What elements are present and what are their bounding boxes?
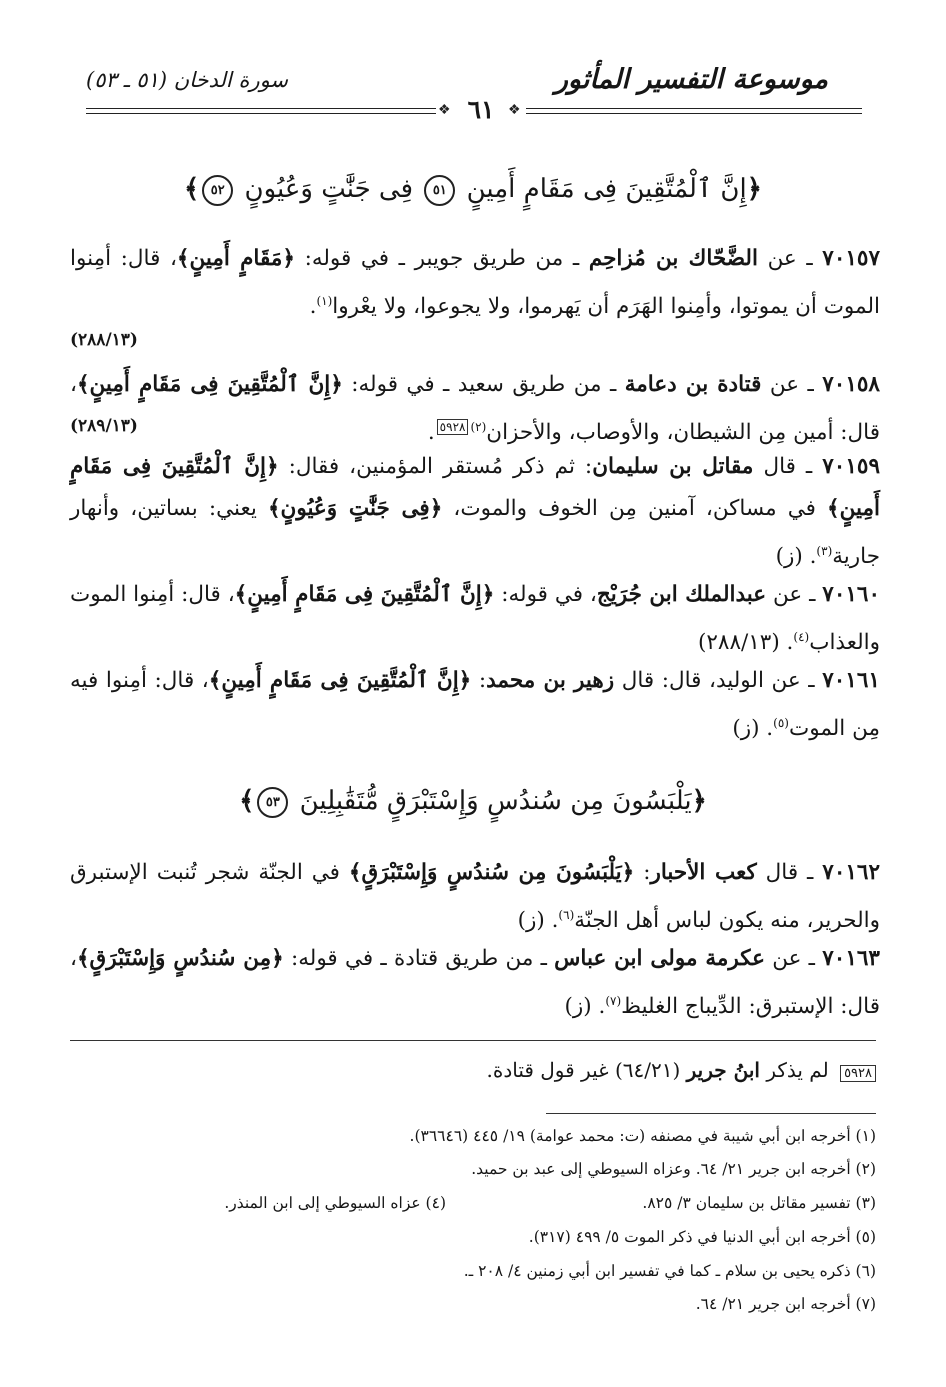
quran-quote: ﴿مَقَامٍ أَمِينٍ﴾	[176, 246, 295, 271]
entry-text: : ثم ذكر مُستقر المؤمنين، فقال:	[288, 454, 593, 479]
footnote-5: (٥) أخرجه ابن أبي الدنيا في ذكر الموت ٥/ ٤٩٩ (٣١٧).	[528, 1228, 876, 1246]
quran-quote: ﴿إِنَّ ٱلْمُتَّقِينَ فِى مَقَامٍ أَمِينٍ﴾	[70, 454, 880, 521]
ornament-icon: ❖	[438, 102, 451, 118]
narrator-name: مقاتل بن سليمان	[592, 454, 754, 479]
ayah-number-icon: ٥٢	[202, 175, 233, 206]
header-rule-right-thin	[526, 113, 862, 114]
entry-text: ـ قال	[763, 454, 813, 479]
entry-text: ـ عن	[769, 372, 814, 397]
entry-text: .	[427, 420, 435, 446]
entry-text: :	[643, 860, 651, 885]
bracket-open: ﴿	[691, 786, 707, 816]
quran-quote: ﴿مِن سُندُسٍ وَإِسْتَبْرَقٍ﴾	[76, 946, 284, 971]
entry-70162	[70, 852, 880, 942]
narrator-name: عبدالملك ابن جُرَيْج	[596, 582, 767, 607]
entry-70159	[70, 446, 880, 578]
entry-text: .	[309, 294, 317, 320]
verse-part: إِنَّ ٱلْمُتَّقِينَ فِى مَقَامٍ أَمِينٍ	[466, 174, 747, 204]
entry-text: ـ قال	[765, 860, 814, 885]
editor-note	[486, 1058, 876, 1082]
editor-note-text: لم يذكر	[766, 1058, 829, 1082]
footnote-separator	[546, 1113, 876, 1114]
entry-text: ، في قوله:	[501, 582, 597, 607]
entry-70161	[70, 660, 880, 750]
footnote-marker: (٢)	[470, 420, 487, 434]
verse-heading-51-52	[100, 174, 846, 206]
entry-text: ، قال: أمِنوا فيه مِن الموت	[70, 668, 880, 742]
entry-text: ، قال: الإستبرق: الدِّيباج الغليظ	[70, 946, 880, 1020]
entry-number: ٧٠١٦١	[822, 668, 880, 693]
entry-text: ، قال: أمِنوا الموت والعذاب	[70, 582, 880, 656]
footnote-marker: (٦)	[558, 908, 575, 922]
entry-text: ، قال: أمِنوا الموت أن يموتوا، وأمِنوا الهَرَم أن يَهرموا، ولا يجوعوا، ولا يعْروا	[70, 246, 880, 320]
entry-text: ـ عن	[767, 246, 813, 271]
ornament-icon: ❖	[508, 102, 521, 118]
footnote-marker: (٥)	[773, 716, 789, 730]
entry-text: ـ عن	[772, 946, 815, 971]
narrator-name: الضَّحّاك بن مُزاحِم	[588, 246, 758, 271]
footnote-marker: (٧)	[605, 994, 622, 1008]
entry-text: يعني: بساتين، وأنهار جارية	[70, 496, 880, 570]
entry-text: . (ز)	[564, 994, 606, 1020]
entry-text: في الجنّة شجر تُنبت الإستبرق والحرير، منه يكون لباس أهل الجنّة	[70, 860, 880, 934]
quran-quote: ﴿يَلْبَسُونَ مِن سُندُسٍ وَإِسْتَبْرَقٍ﴾	[348, 860, 635, 885]
entry-text: ـ من طريق قتادة ـ في قوله:	[291, 946, 547, 971]
editor-note-separator	[70, 1040, 876, 1041]
editor-note-name: ابنُ جرير	[686, 1058, 760, 1082]
ayah-number-icon: ٥١	[424, 175, 455, 206]
entry-text: :	[478, 668, 487, 693]
entry-text: في مساكن، آمنين مِن الخوف والموت،	[453, 496, 816, 521]
entry-number: ٧٠١٥٨	[822, 372, 880, 397]
footnote-7: (٧) أخرجه ابن جرير ٢١/ ٦٤.	[695, 1295, 876, 1313]
entry-text: . (ز)	[732, 716, 774, 742]
book-title: موسوعة التفسير المأثور	[554, 64, 828, 95]
header-rule-right	[526, 108, 862, 109]
quran-quote: ﴿إِنَّ ٱلْمُتَّقِينَ فِى مَقَامٍ أَمِينٍ﴾	[76, 372, 343, 397]
quran-quote: ﴿إِنَّ ٱلْمُتَّقِينَ فِى مَقَامٍ أَمِينٍ﴾	[234, 582, 495, 607]
entry-70160	[70, 574, 880, 664]
bracket-open: ﴿	[746, 174, 762, 204]
entry-text: ـ من طريق سعيد ـ في قوله:	[351, 372, 617, 397]
bracket-close: ﴾	[239, 786, 255, 816]
entry-text: . (٢٨٨/١٣)	[697, 630, 794, 656]
entry-number: ٧٠١٦٢	[822, 860, 881, 885]
quran-quote: ﴿فِى جَنَّٰتٍ وَعُيُونٍ﴾	[267, 496, 443, 521]
volume-reference: (٢٨٨/١٣)	[70, 330, 138, 350]
entry-text: ـ عن الوليد، قال: قال	[621, 668, 815, 693]
narrator-name: عكرمة مولى ابن عباس	[554, 946, 765, 971]
verse-part: فِى جَنَّٰتٍ وَعُيُونٍ	[244, 174, 414, 204]
entry-70163	[70, 938, 880, 1028]
entry-number: ٧٠١٥٧	[822, 246, 881, 271]
verse-part: يَلْبَسُونَ مِن سُندُسٍ وَإِسْتَبْرَقٍ مُّتَقَٰبِلِينَ	[299, 786, 692, 816]
verse-heading-53	[100, 786, 846, 818]
footnote-marker: (١)	[316, 294, 333, 308]
editor-note-number: ٥٩٢٨	[840, 1065, 876, 1082]
entry-text: ـ عن	[772, 582, 816, 607]
footnote-1: (١) أخرجه ابن أبي شيبة في مصنفه (ت: محمد عوامة) ١٩/ ٤٤٥ (٣٦٦٤٦).	[409, 1127, 876, 1145]
footnote-marker: (٤)	[793, 630, 810, 644]
bracket-close: ﴾	[184, 174, 200, 204]
editor-note-text: (٦٤/٢١) غير قول قتادة.	[486, 1058, 681, 1082]
surah-reference: سورة الدخان (٥١ ـ ٥٣)	[86, 68, 289, 92]
entry-70157	[70, 238, 880, 328]
entry-number: ٧٠١٦٠	[822, 582, 881, 607]
footnote-2: (٢) أخرجه ابن جرير ٢١/ ٦٤. وعزاه السيوطي إلى عبد بن حميد.	[471, 1160, 876, 1178]
footnote-6: (٦) ذكره يحيى بن سلام ـ كما في تفسير ابن أبي زمنين ٤/ ٢٠٨ ـ.	[463, 1262, 876, 1280]
entry-70158	[70, 364, 880, 454]
page-number: ٦١	[467, 95, 495, 124]
narrator-name: كعب الأحبار	[650, 860, 757, 885]
narrator-name: زهير بن محمد	[486, 668, 615, 693]
header-rule-left-thin	[86, 113, 436, 114]
editor-note-marker: ٥٩٢٨	[437, 419, 469, 435]
entry-text: . (ز)	[775, 544, 817, 570]
narrator-name: قتادة بن دعامة	[624, 372, 762, 397]
footnote-3: (٣) تفسير مقاتل بن سليمان ٣/ ٨٢٥.	[642, 1194, 876, 1212]
entry-number: ٧٠١٦٣	[822, 946, 880, 971]
ayah-number-icon: ٥٣	[257, 787, 288, 818]
entry-text: ، قال: أمين مِن الشيطان، والأوصاب، والأحزان	[70, 372, 880, 446]
footnote-4: (٤) عزاه السيوطي إلى ابن المنذر.	[224, 1194, 446, 1212]
entry-text: ـ من طريق جويبر ـ في قوله:	[304, 246, 580, 271]
volume-reference: (٢٨٩/١٣)	[70, 416, 138, 436]
entry-number: ٧٠١٥٩	[822, 454, 880, 479]
quran-quote: ﴿إِنَّ ٱلْمُتَّقِينَ فِى مَقَامٍ أَمِينٍ﴾	[208, 668, 472, 693]
entry-text: . (ز)	[517, 908, 559, 934]
header-rule-left	[86, 108, 436, 109]
footnote-marker: (٣)	[816, 544, 833, 558]
